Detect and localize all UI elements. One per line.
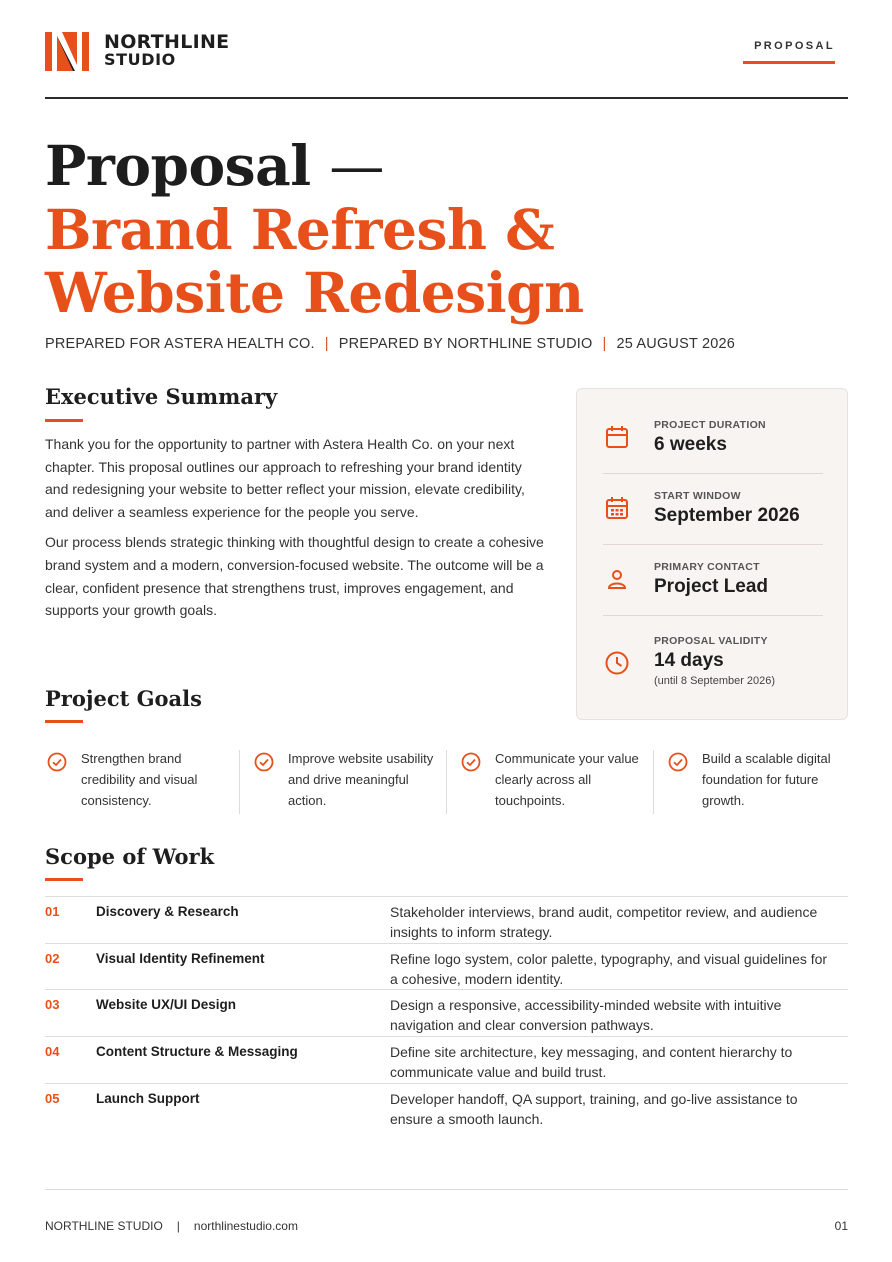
scope-description: Define site architecture, key messaging, and content hierarchy to communicate value and build trust. bbox=[390, 1044, 793, 1080]
scope-name: Content Structure & Messaging bbox=[96, 1044, 298, 1059]
goal-text: Improve website usability and drive meaningful action. bbox=[288, 751, 434, 808]
table-row bbox=[45, 1083, 848, 1130]
goal-text: Communicate your value clearly across all touchpoints. bbox=[495, 751, 639, 808]
section-underline bbox=[45, 419, 83, 422]
calendar-icon bbox=[603, 423, 631, 451]
scope-name: Launch Support bbox=[96, 1091, 200, 1106]
section-underline bbox=[45, 720, 83, 723]
scope-of-work-heading: Scope of Work bbox=[45, 844, 215, 869]
user-icon bbox=[603, 565, 631, 593]
proposal-page bbox=[45, 0, 848, 1262]
scope-description: Refine logo system, color palette, typography, and visual guidelines for a cohesive, modern identity. bbox=[390, 951, 828, 987]
page-header bbox=[45, 32, 848, 98]
logo-line-2: STUDIO bbox=[104, 50, 176, 69]
scope-number: 01 bbox=[45, 904, 60, 919]
prepared-by: PREPARED BY NORTHLINE STUDIO bbox=[338, 336, 593, 352]
title-word: Proposal bbox=[45, 133, 311, 198]
document-tag-underline bbox=[743, 61, 835, 64]
goal-item bbox=[459, 748, 644, 814]
info-value: Project Lead bbox=[654, 576, 769, 597]
info-value: 14 days bbox=[654, 650, 724, 671]
check-circle-icon bbox=[668, 752, 688, 772]
footer-separator: | bbox=[176, 1219, 180, 1233]
table-row bbox=[45, 989, 848, 1036]
scope-name: Visual Identity Refinement bbox=[96, 951, 265, 966]
goal-item bbox=[666, 748, 851, 814]
section-underline bbox=[45, 878, 83, 881]
scope-description: Stakeholder interviews, brand audit, competitor review, and audience insights to inform strategy. bbox=[390, 904, 818, 940]
title-line-2: Brand Refresh & bbox=[45, 197, 555, 262]
scope-description: Design a responsive, accessibility-minded website with intuitive navigation and clear conversion pathways. bbox=[390, 997, 782, 1033]
title-line-1 bbox=[45, 134, 584, 198]
info-note: (until 8 September 2026) bbox=[654, 675, 776, 687]
footer-company: NORTHLINE STUDIO bbox=[45, 1219, 163, 1233]
info-label: PRIMARY CONTACT bbox=[654, 561, 760, 573]
project-goals-list bbox=[45, 748, 848, 814]
goal-divider bbox=[653, 750, 654, 814]
info-label: PROJECT DURATION bbox=[654, 419, 766, 431]
card-divider bbox=[603, 544, 823, 545]
document-meta bbox=[45, 336, 735, 352]
table-row bbox=[45, 896, 848, 943]
check-circle-icon bbox=[254, 752, 274, 772]
scope-description: Developer handoff, QA support, training, and go-live assistance to ensure a smooth launch. bbox=[390, 1091, 798, 1127]
scope-name: Discovery & Research bbox=[96, 904, 239, 919]
calendar-grid-icon bbox=[603, 494, 631, 522]
scope-number: 05 bbox=[45, 1091, 60, 1106]
logo-wordmark bbox=[104, 33, 229, 69]
info-label: START WINDOW bbox=[654, 490, 741, 502]
logo-line-1: NORTHLINE bbox=[104, 31, 230, 53]
meta-separator: | bbox=[324, 336, 329, 352]
summary-paragraph-1: Thank you for the opportunity to partner with Astera Health Co. on your next chapter. This proposal outlines our approach to refreshing your brand identity and redesigning your website to better reflect your mission, elevate credibility, and deliver a seamless experience for the people you serve. bbox=[45, 436, 525, 520]
goal-divider bbox=[446, 750, 447, 814]
scope-number: 04 bbox=[45, 1044, 60, 1059]
info-label: PROPOSAL VALIDITY bbox=[654, 635, 768, 647]
card-divider bbox=[603, 615, 823, 616]
header-divider bbox=[45, 97, 848, 99]
info-value: 6 weeks bbox=[654, 434, 727, 455]
document-date: 25 AUGUST 2026 bbox=[616, 336, 736, 352]
goal-item bbox=[45, 748, 230, 814]
summary-paragraph-2: Our process blends strategic thinking with thoughtful design to create a cohesive brand system and a modern, conversion-focused website. The outcome will be a clear, confident presence that strengthens trust, improves engagement, and supports your growth goals. bbox=[45, 534, 544, 619]
table-row bbox=[45, 943, 848, 990]
goal-text: Build a scalable digital foundation for future growth. bbox=[702, 751, 831, 808]
footer-divider bbox=[45, 1189, 848, 1190]
scope-name: Website UX/UI Design bbox=[96, 997, 237, 1012]
prepared-for: PREPARED FOR ASTERA HEALTH CO. bbox=[45, 336, 315, 352]
table-row bbox=[45, 1036, 848, 1083]
info-value: September 2026 bbox=[654, 505, 800, 526]
executive-summary-body bbox=[45, 433, 545, 630]
footer-website: northlinestudio.com bbox=[193, 1219, 298, 1233]
northline-logo-icon bbox=[45, 32, 89, 71]
project-goals-heading: Project Goals bbox=[45, 686, 202, 711]
check-circle-icon bbox=[47, 752, 67, 772]
page-number: 01 bbox=[834, 1219, 848, 1233]
goal-item bbox=[252, 748, 437, 814]
card-divider bbox=[603, 473, 823, 474]
title-line-3: Website Redesign bbox=[45, 260, 584, 325]
title-dash: — bbox=[329, 134, 384, 198]
document-type-tag: PROPOSAL bbox=[754, 40, 835, 52]
scope-number: 02 bbox=[45, 951, 60, 966]
executive-summary-heading: Executive Summary bbox=[45, 384, 278, 409]
meta-separator: | bbox=[602, 336, 607, 352]
check-circle-icon bbox=[461, 752, 481, 772]
document-title bbox=[45, 134, 584, 324]
goal-divider bbox=[239, 750, 240, 814]
scope-number: 03 bbox=[45, 997, 60, 1012]
project-info-card bbox=[576, 388, 848, 720]
goal-text: Strengthen brand credibility and visual consistency. bbox=[81, 751, 198, 808]
clock-icon bbox=[603, 649, 631, 677]
page-footer bbox=[45, 1219, 848, 1233]
